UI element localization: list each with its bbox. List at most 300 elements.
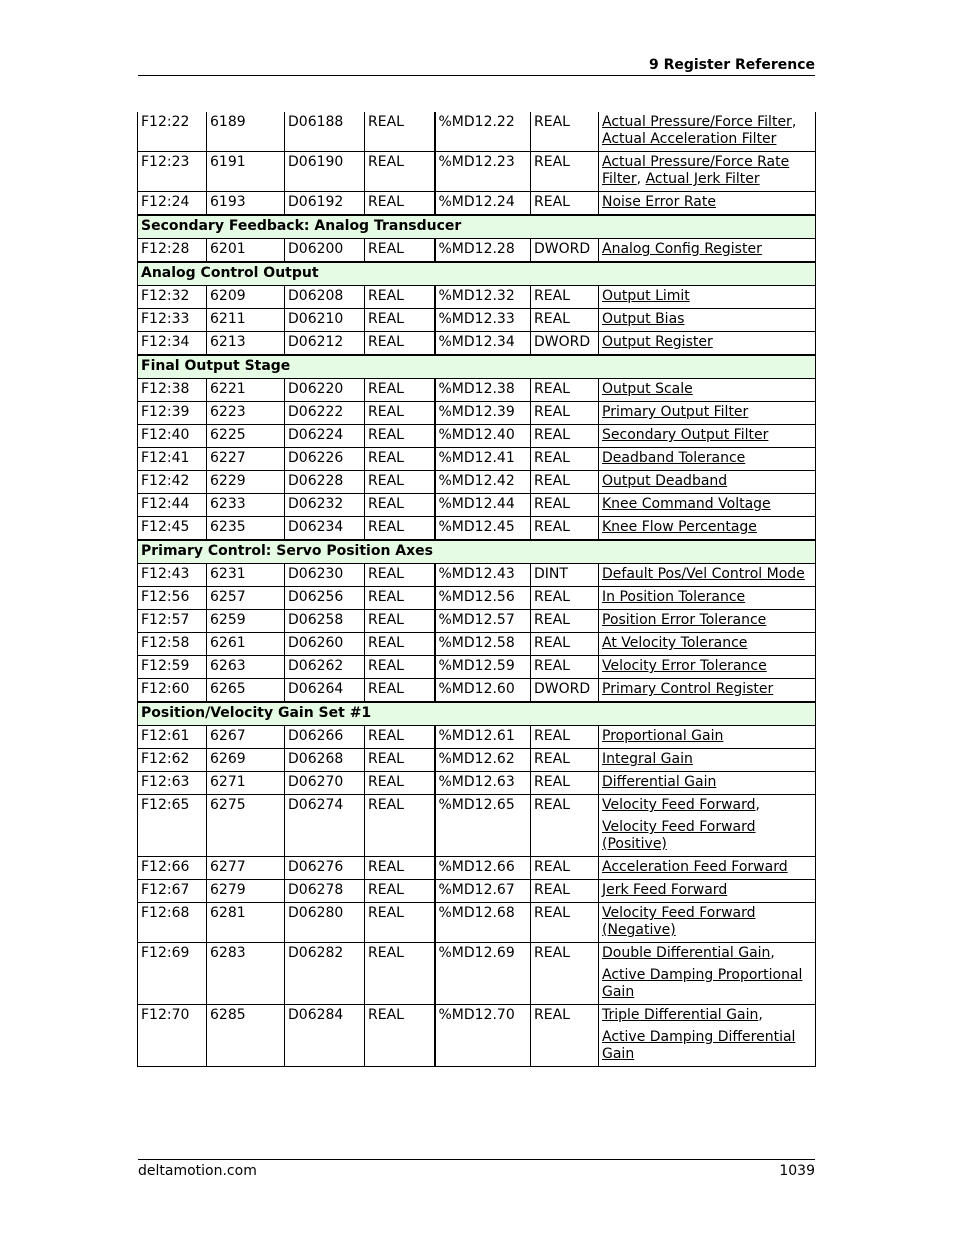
cell-address: F12:39 [138, 402, 207, 425]
cell-data-type: REAL [531, 633, 599, 656]
register-link[interactable]: Acceleration Feed Forward [602, 859, 788, 875]
cell-type: REAL [365, 517, 435, 541]
cell-d-register: D06280 [285, 903, 365, 943]
cell-address: F12:43 [138, 564, 207, 587]
section-title: Primary Control: Servo Position Axes [138, 540, 816, 564]
cell-address: F12:67 [138, 880, 207, 903]
cell-address: F12:62 [138, 749, 207, 772]
cell-modbus: 6265 [207, 679, 285, 703]
register-link[interactable]: Output Register [602, 334, 713, 350]
cell-d-register: D06274 [285, 795, 365, 857]
section-row [138, 702, 816, 726]
cell-type: REAL [365, 239, 435, 263]
cell-type: REAL [365, 379, 435, 402]
cell-data-type: REAL [531, 1005, 599, 1067]
description-link-wrap [602, 427, 812, 444]
cell-d-register: D06262 [285, 656, 365, 679]
description-link-wrap [602, 589, 812, 606]
table-row [138, 564, 816, 587]
cell-description [599, 239, 816, 263]
cell-data-type: REAL [531, 425, 599, 448]
cell-d-register: D06268 [285, 749, 365, 772]
cell-description [599, 379, 816, 402]
cell-d-register: D06222 [285, 402, 365, 425]
register-link[interactable]: Differential Gain [602, 774, 717, 790]
cell-md-address: %MD12.40 [435, 425, 531, 448]
cell-type: REAL [365, 112, 435, 152]
section-title: Final Output Stage [138, 355, 816, 379]
cell-type: REAL [365, 494, 435, 517]
description-link-wrap [602, 751, 812, 768]
cell-type: REAL [365, 795, 435, 857]
cell-description [599, 564, 816, 587]
cell-modbus: 6191 [207, 152, 285, 192]
cell-data-type: REAL [531, 772, 599, 795]
description-link-wrap [602, 288, 812, 305]
cell-md-address: %MD12.61 [435, 726, 531, 749]
cell-d-register: D06192 [285, 192, 365, 216]
description-link-wrap: Velocity Feed Forward, [602, 797, 760, 813]
cell-data-type: REAL [531, 309, 599, 332]
cell-description [599, 152, 816, 192]
register-link[interactable]: Secondary Output Filter [602, 427, 769, 443]
cell-type: REAL [365, 332, 435, 356]
register-link[interactable]: Triple Differential Gain [602, 1007, 759, 1023]
table-row [138, 192, 816, 216]
description-link-wrap [602, 334, 812, 351]
cell-md-address: %MD12.32 [435, 286, 531, 309]
cell-address: F12:63 [138, 772, 207, 795]
cell-description [599, 749, 816, 772]
cell-description [599, 903, 816, 943]
cell-d-register: D06188 [285, 112, 365, 152]
description-link-wrap [646, 171, 760, 187]
table-row [138, 425, 816, 448]
cell-d-register: D06200 [285, 239, 365, 263]
cell-type: REAL [365, 152, 435, 192]
register-table-body [138, 112, 816, 1067]
cell-modbus: 6229 [207, 471, 285, 494]
table-row [138, 402, 816, 425]
cell-address: F12:23 [138, 152, 207, 192]
table-row [138, 880, 816, 903]
table-row [138, 379, 816, 402]
cell-data-type: REAL [531, 448, 599, 471]
description-link-wrap [602, 473, 812, 490]
cell-md-address: %MD12.22 [435, 112, 531, 152]
cell-modbus: 6275 [207, 795, 285, 857]
cell-data-type: REAL [531, 517, 599, 541]
cell-md-address: %MD12.44 [435, 494, 531, 517]
register-link[interactable]: Velocity Feed Forward (Negative) [602, 905, 756, 938]
cell-modbus: 6285 [207, 1005, 285, 1067]
cell-type: REAL [365, 192, 435, 216]
cell-address: F12:58 [138, 633, 207, 656]
cell-modbus: 6209 [207, 286, 285, 309]
cell-d-register: D06234 [285, 517, 365, 541]
cell-modbus: 6233 [207, 494, 285, 517]
cell-description [599, 425, 816, 448]
table-row [138, 772, 816, 795]
cell-modbus: 6201 [207, 239, 285, 263]
section-row [138, 262, 816, 286]
section-row [138, 215, 816, 239]
cell-data-type: REAL [531, 610, 599, 633]
cell-type: REAL [365, 471, 435, 494]
register-link[interactable]: Integral Gain [602, 751, 693, 767]
description-link-wrap [602, 819, 812, 853]
cell-description [599, 309, 816, 332]
register-link[interactable]: Active Damping Differential Gain [602, 1029, 796, 1062]
cell-address: F12:70 [138, 1005, 207, 1067]
cell-data-type: REAL [531, 587, 599, 610]
cell-d-register: D06278 [285, 880, 365, 903]
register-link[interactable]: Noise Error Rate [602, 194, 716, 210]
register-link[interactable]: Velocity Feed Forward (Positive) [602, 819, 756, 852]
cell-data-type: REAL [531, 379, 599, 402]
cell-address: F12:33 [138, 309, 207, 332]
cell-modbus: 6271 [207, 772, 285, 795]
cell-d-register: D06226 [285, 448, 365, 471]
description-link-wrap [602, 450, 812, 467]
cell-type: REAL [365, 286, 435, 309]
description-link-wrap [602, 566, 812, 583]
cell-modbus: 6211 [207, 309, 285, 332]
cell-description [599, 332, 816, 356]
cell-md-address: %MD12.42 [435, 471, 531, 494]
cell-type: REAL [365, 402, 435, 425]
cell-description [599, 1005, 816, 1067]
cell-type: REAL [365, 610, 435, 633]
cell-data-type: REAL [531, 749, 599, 772]
cell-data-type: DWORD [531, 332, 599, 356]
cell-description [599, 587, 816, 610]
description-link-wrap [602, 311, 812, 328]
description-link-wrap [602, 882, 812, 899]
cell-modbus: 6227 [207, 448, 285, 471]
cell-data-type: REAL [531, 903, 599, 943]
cell-data-type: DWORD [531, 679, 599, 703]
cell-type: REAL [365, 679, 435, 703]
cell-type: REAL [365, 448, 435, 471]
register-link[interactable]: Active Damping Proportional Gain [602, 967, 803, 1000]
table-row [138, 795, 816, 857]
description-link-wrap [602, 905, 812, 939]
cell-modbus: 6235 [207, 517, 285, 541]
cell-md-address: %MD12.65 [435, 795, 531, 857]
cell-data-type: REAL [531, 880, 599, 903]
cell-d-register: D06282 [285, 943, 365, 1005]
cell-modbus: 6279 [207, 880, 285, 903]
register-link[interactable]: Analog Config Register [602, 241, 762, 257]
table-row [138, 656, 816, 679]
cell-md-address: %MD12.39 [435, 402, 531, 425]
cell-address: F12:60 [138, 679, 207, 703]
cell-md-address: %MD12.57 [435, 610, 531, 633]
page-header [138, 56, 815, 76]
section-row [138, 355, 816, 379]
cell-data-type: REAL [531, 795, 599, 857]
register-table [137, 112, 816, 1067]
cell-address: F12:69 [138, 943, 207, 1005]
description-link-wrap [602, 728, 812, 745]
cell-address: F12:59 [138, 656, 207, 679]
cell-description [599, 494, 816, 517]
register-link[interactable]: Output Limit [602, 288, 690, 304]
cell-address: F12:68 [138, 903, 207, 943]
cell-md-address: %MD12.23 [435, 152, 531, 192]
table-row [138, 726, 816, 749]
cell-modbus: 6259 [207, 610, 285, 633]
cell-md-address: %MD12.38 [435, 379, 531, 402]
cell-md-address: %MD12.58 [435, 633, 531, 656]
cell-type: REAL [365, 880, 435, 903]
cell-description [599, 679, 816, 703]
cell-md-address: %MD12.56 [435, 587, 531, 610]
description-link-wrap [602, 496, 812, 513]
description-link-wrap [602, 131, 776, 147]
description-link-wrap [602, 612, 812, 629]
table-row [138, 749, 816, 772]
description-link-wrap: Triple Differential Gain, [602, 1007, 763, 1023]
cell-address: F12:38 [138, 379, 207, 402]
cell-data-type: REAL [531, 192, 599, 216]
description-link-wrap [602, 774, 812, 791]
register-link[interactable]: Jerk Feed Forward [602, 882, 728, 898]
register-link[interactable]: Actual Jerk Filter [645, 171, 760, 187]
cell-d-register: D06230 [285, 564, 365, 587]
cell-modbus: 6263 [207, 656, 285, 679]
section-title: Position/Velocity Gain Set #1 [138, 702, 816, 726]
cell-md-address: %MD12.43 [435, 564, 531, 587]
cell-type: REAL [365, 564, 435, 587]
cell-d-register: D06284 [285, 1005, 365, 1067]
description-link-wrap [602, 1029, 812, 1063]
register-link[interactable]: In Position Tolerance [602, 589, 746, 605]
description-link-wrap [602, 194, 812, 211]
cell-type: REAL [365, 633, 435, 656]
cell-data-type: DINT [531, 564, 599, 587]
description-link-wrap [602, 519, 812, 536]
cell-modbus: 6281 [207, 903, 285, 943]
cell-description [599, 772, 816, 795]
table-row [138, 857, 816, 880]
table-row [138, 1005, 816, 1067]
register-link[interactable]: At Velocity Tolerance [602, 635, 748, 651]
table-row [138, 633, 816, 656]
cell-address: F12:66 [138, 857, 207, 880]
cell-description [599, 610, 816, 633]
cell-md-address: %MD12.67 [435, 880, 531, 903]
register-link[interactable]: Actual Pressure/Force Filter [602, 114, 792, 130]
cell-description [599, 857, 816, 880]
table-row [138, 448, 816, 471]
description-link-wrap [602, 681, 812, 698]
cell-address: F12:65 [138, 795, 207, 857]
register-link[interactable]: Velocity Feed Forward [602, 797, 756, 813]
cell-type: REAL [365, 1005, 435, 1067]
cell-data-type: REAL [531, 152, 599, 192]
cell-md-address: %MD12.24 [435, 192, 531, 216]
cell-d-register: D06212 [285, 332, 365, 356]
register-link[interactable]: Position Error Tolerance [602, 612, 767, 628]
cell-md-address: %MD12.28 [435, 239, 531, 263]
table-row [138, 610, 816, 633]
cell-description [599, 471, 816, 494]
description-link-wrap [602, 859, 812, 876]
cell-data-type: REAL [531, 471, 599, 494]
cell-description [599, 633, 816, 656]
register-link[interactable]: Output Scale [602, 381, 693, 397]
cell-modbus: 6267 [207, 726, 285, 749]
table-row [138, 112, 816, 152]
description-link-wrap [602, 241, 812, 258]
cell-address: F12:41 [138, 448, 207, 471]
register-link[interactable]: Knee Command Voltage [602, 496, 771, 512]
cell-d-register: D06208 [285, 286, 365, 309]
cell-modbus: 6261 [207, 633, 285, 656]
cell-modbus: 6269 [207, 749, 285, 772]
register-link[interactable]: Output Deadband [602, 473, 728, 489]
cell-type: REAL [365, 943, 435, 1005]
cell-data-type: REAL [531, 943, 599, 1005]
table-row [138, 679, 816, 703]
register-link[interactable]: Primary Output Filter [602, 404, 749, 420]
cell-d-register: D06260 [285, 633, 365, 656]
cell-type: REAL [365, 309, 435, 332]
cell-modbus: 6277 [207, 857, 285, 880]
cell-d-register: D06276 [285, 857, 365, 880]
register-link[interactable]: Output Bias [602, 311, 685, 327]
cell-description [599, 726, 816, 749]
cell-d-register: D06224 [285, 425, 365, 448]
register-link[interactable]: Actual Acceleration Filter [602, 131, 777, 147]
cell-modbus: 6221 [207, 379, 285, 402]
cell-d-register: D06190 [285, 152, 365, 192]
cell-modbus: 6225 [207, 425, 285, 448]
cell-d-register: D06266 [285, 726, 365, 749]
cell-d-register: D06256 [285, 587, 365, 610]
table-row [138, 239, 816, 263]
cell-data-type: REAL [531, 857, 599, 880]
cell-type: REAL [365, 749, 435, 772]
cell-md-address: %MD12.63 [435, 772, 531, 795]
description-link-wrap: Actual Pressure/Force Filter, [602, 114, 797, 130]
register-link[interactable]: Knee Flow Percentage [602, 519, 757, 535]
cell-data-type: REAL [531, 402, 599, 425]
page-number: 1039 [779, 1163, 815, 1179]
section-title: Secondary Feedback: Analog Transducer [138, 215, 816, 239]
description-link-wrap [602, 967, 812, 1001]
section-row [138, 540, 816, 564]
cell-md-address: %MD12.34 [435, 332, 531, 356]
table-row [138, 286, 816, 309]
cell-data-type: REAL [531, 286, 599, 309]
cell-d-register: D06264 [285, 679, 365, 703]
register-link[interactable]: Double Differential Gain [602, 945, 771, 961]
register-link[interactable]: Proportional Gain [602, 728, 724, 744]
cell-type: REAL [365, 587, 435, 610]
cell-description [599, 402, 816, 425]
cell-md-address: %MD12.33 [435, 309, 531, 332]
cell-type: REAL [365, 425, 435, 448]
table-row [138, 517, 816, 541]
cell-md-address: %MD12.45 [435, 517, 531, 541]
cell-modbus: 6223 [207, 402, 285, 425]
description-link-wrap [602, 635, 812, 652]
cell-md-address: %MD12.70 [435, 1005, 531, 1067]
description-link-wrap [602, 658, 812, 675]
cell-address: F12:45 [138, 517, 207, 541]
cell-md-address: %MD12.41 [435, 448, 531, 471]
cell-type: REAL [365, 726, 435, 749]
cell-d-register: D06220 [285, 379, 365, 402]
cell-type: REAL [365, 903, 435, 943]
description-link-wrap: Actual Pressure/Force Rate Filter, [602, 154, 790, 187]
cell-address: F12:34 [138, 332, 207, 356]
cell-description [599, 795, 816, 857]
cell-d-register: D06270 [285, 772, 365, 795]
cell-md-address: %MD12.69 [435, 943, 531, 1005]
cell-description [599, 880, 816, 903]
cell-modbus: 6231 [207, 564, 285, 587]
cell-address: F12:57 [138, 610, 207, 633]
cell-data-type: REAL [531, 112, 599, 152]
section-title: Analog Control Output [138, 262, 816, 286]
register-link[interactable]: Actual Pressure/Force Rate Filter [602, 154, 790, 187]
cell-type: REAL [365, 656, 435, 679]
cell-description [599, 112, 816, 152]
cell-md-address: %MD12.59 [435, 656, 531, 679]
cell-address: F12:28 [138, 239, 207, 263]
chapter-title: 9 Register Reference [648, 57, 815, 73]
cell-description [599, 943, 816, 1005]
register-link[interactable]: Deadband Tolerance [602, 450, 746, 466]
cell-data-type: DWORD [531, 239, 599, 263]
cell-type: REAL [365, 772, 435, 795]
cell-address: F12:40 [138, 425, 207, 448]
cell-address: F12:61 [138, 726, 207, 749]
cell-data-type: REAL [531, 494, 599, 517]
register-link[interactable]: Primary Control Register [602, 681, 774, 697]
cell-md-address: %MD12.68 [435, 903, 531, 943]
cell-md-address: %MD12.66 [435, 857, 531, 880]
table-row [138, 309, 816, 332]
cell-modbus: 6257 [207, 587, 285, 610]
register-link[interactable]: Default Pos/Vel Control Mode [602, 566, 805, 582]
cell-address: F12:44 [138, 494, 207, 517]
table-row [138, 152, 816, 192]
description-link-wrap [602, 404, 812, 421]
table-row [138, 903, 816, 943]
cell-data-type: REAL [531, 726, 599, 749]
cell-d-register: D06210 [285, 309, 365, 332]
cell-address: F12:56 [138, 587, 207, 610]
cell-md-address: %MD12.62 [435, 749, 531, 772]
cell-modbus: 6213 [207, 332, 285, 356]
table-row [138, 471, 816, 494]
register-link[interactable]: Velocity Error Tolerance [602, 658, 767, 674]
cell-description [599, 192, 816, 216]
cell-d-register: D06232 [285, 494, 365, 517]
cell-modbus: 6193 [207, 192, 285, 216]
page-footer [138, 1159, 815, 1180]
cell-md-address: %MD12.60 [435, 679, 531, 703]
cell-description [599, 448, 816, 471]
table-row [138, 943, 816, 1005]
footer-site: deltamotion.com [138, 1163, 257, 1179]
table-row [138, 587, 816, 610]
